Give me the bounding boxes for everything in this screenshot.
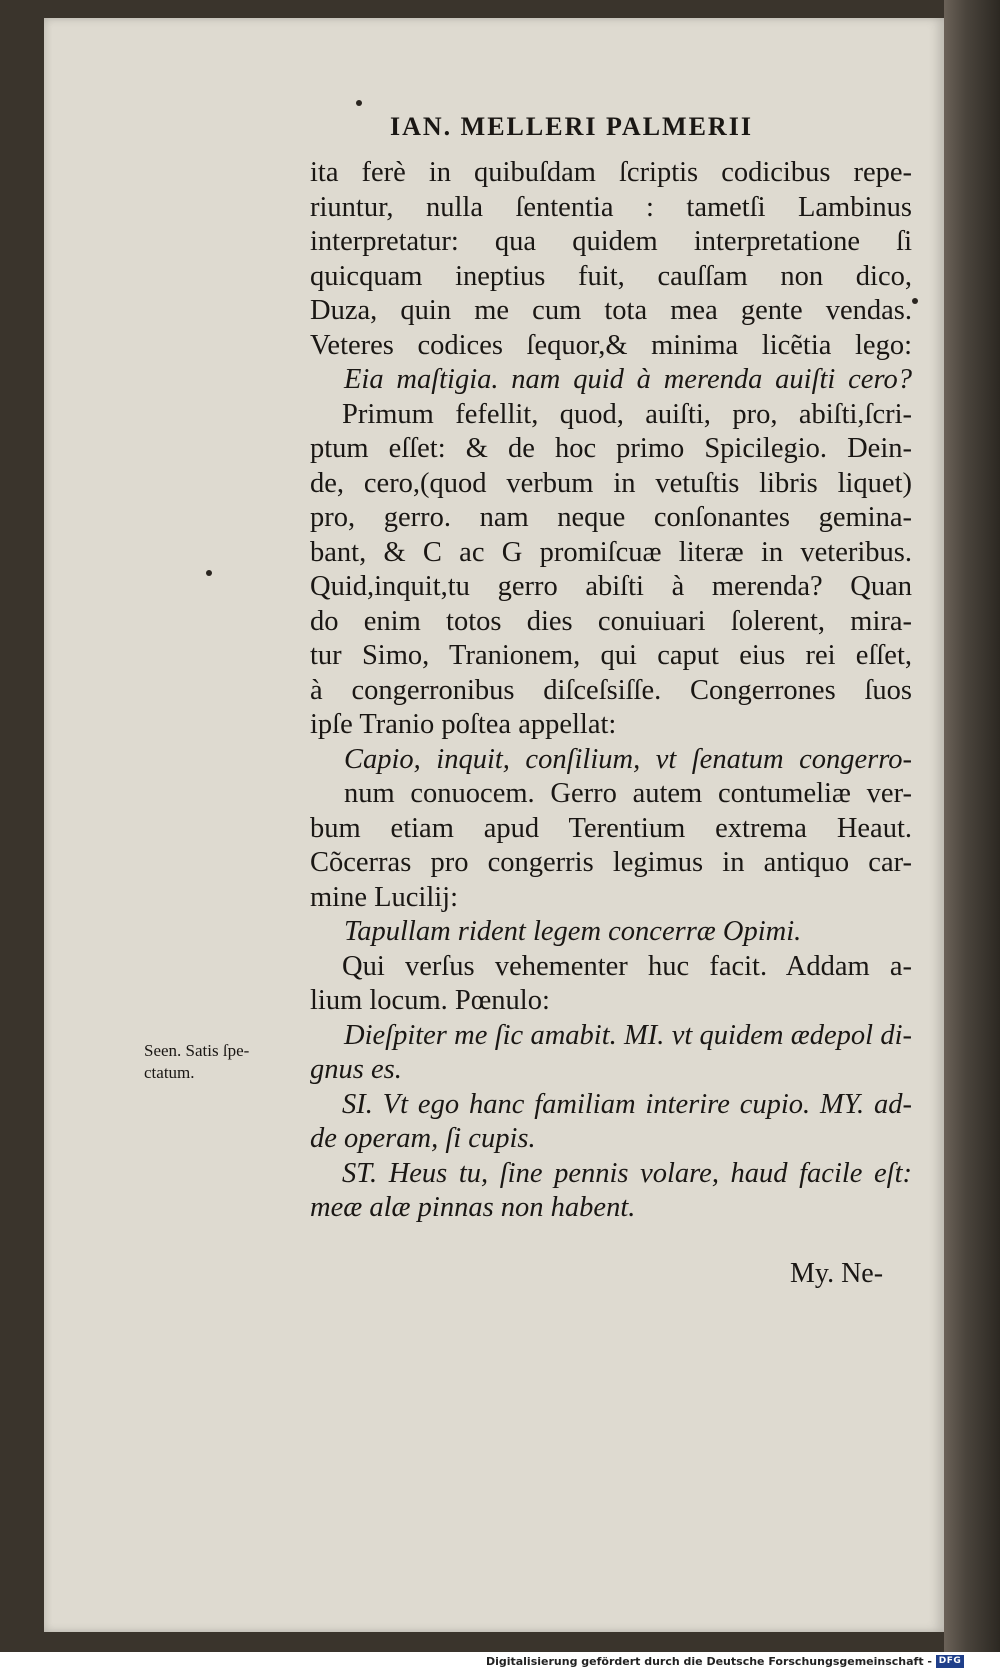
- text-line: Veteres codices ſequor,& minima licẽtia lego:: [310, 329, 912, 361]
- quotation-line: Eia maſtigia. nam quid à merenda auiſti cero?: [344, 364, 912, 395]
- text-line: tur Simo, Tranionem, qui caput eius rei eſſet,: [310, 640, 912, 671]
- ink-speck: [206, 570, 212, 576]
- marginal-note-line: Seen. Satis ſpe-: [144, 1041, 250, 1060]
- text-line: mine Lucilij:: [310, 881, 459, 913]
- marginal-note-line: ctatum.: [144, 1063, 195, 1082]
- text-line: riuntur, nulla ſententia : tametſi Lambinus: [310, 191, 912, 223]
- text-line: interpretatur: qua quidem interpretatione ſi: [310, 226, 912, 257]
- text-line: lium locum. Pœnulo:: [310, 985, 550, 1016]
- text-line: à congerronibus diſceſsiſſe. Congerrones ſuos: [310, 674, 912, 706]
- text-line: de, cero,(quod verbum in vetuſtis libris liquet): [310, 467, 912, 499]
- page-edge: [944, 0, 1000, 1652]
- text-line: ipſe Tranio poſtea appellat:: [310, 709, 617, 740]
- footer-bar: [0, 1652, 1000, 1672]
- ink-speck: [912, 298, 918, 304]
- text-line: pro, gerro. nam neque conſonantes gemina-: [310, 502, 912, 533]
- quotation-line: Capio, inquit, conſilium, vt ſenatum congerro-: [344, 743, 912, 775]
- quotation-line: ST. Heus tu, ſine pennis volare, haud facile eſt:: [342, 1157, 912, 1189]
- quotation-line: SI. Vt ego hanc familiam interire cupio. MY. ad-: [342, 1088, 912, 1120]
- dfg-logo-icon: DFG: [936, 1655, 964, 1668]
- quotation-line: Dieſpiter me ſic amabit. MI. vt quidem ædepol di-: [344, 1019, 912, 1051]
- text-line: Cõcerras pro congerris legimus in antiquo car-: [310, 847, 912, 878]
- marginal-note: [144, 1040, 294, 1084]
- text-line: ita ferè in quibuſdam ſcriptis codicibus repe-: [310, 157, 912, 188]
- running-head: IAN. MELLERI PALMERII: [390, 112, 753, 141]
- text-line: quicquam ineptius fuit, cauſſam non dico,: [310, 260, 912, 292]
- text-line: ptum eſſet: & de hoc primo Spicilegio. Dein-: [310, 433, 912, 464]
- main-text-block: [310, 156, 912, 1226]
- text-line: Qui verſus vehementer huc facit. Addam a-: [342, 950, 912, 982]
- ink-speck: [356, 100, 362, 106]
- text-line: bant, & C ac G promiſcuæ literæ in veteribus.: [310, 536, 912, 568]
- catchword: My. Ne-: [790, 1258, 884, 1289]
- footer-credit: Digitalisierung gefördert durch die Deutsche Forschungsgemeinschaft -: [485, 1655, 932, 1668]
- text-line: do enim totos dies conuiuari ſolerent, mira-: [310, 605, 912, 637]
- text-line: Duza, quin me cum tota mea gente vendas.: [310, 295, 912, 326]
- text-line: num conuocem. Gerro autem contumeliæ ver-: [344, 778, 912, 809]
- quotation-line: gnus es.: [310, 1054, 402, 1085]
- text-line: bum etiam apud Terentium extrema Heaut.: [310, 812, 912, 844]
- text-line: Primum fefellit, quod, auiſti, pro, abiſti,ſcri-: [342, 398, 912, 430]
- text-line: Quid,inquit,tu gerro abiſti à merenda? Quan: [310, 571, 912, 602]
- quotation-line: meæ alæ pinnas non habent.: [310, 1192, 636, 1223]
- quotation-line: de operam, ſi cupis.: [310, 1123, 536, 1154]
- quotation-line: Tapullam rident legem concerræ Opimi.: [344, 916, 802, 947]
